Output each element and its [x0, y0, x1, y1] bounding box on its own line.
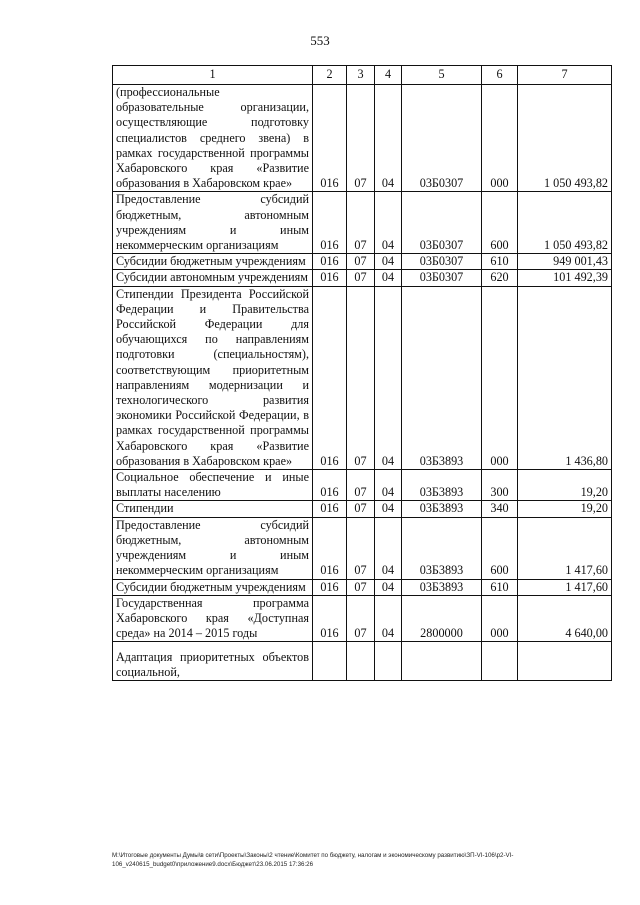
cell-amount: 19,20 [518, 501, 612, 517]
row-description: Государственная программа Хабаровского края «Доступная среда» на 2014 – 2015 годы [113, 595, 313, 642]
cell-section: 07 [347, 286, 375, 469]
cell-ministry-code: 016 [313, 595, 347, 642]
document-path-footer [112, 851, 614, 869]
cell-ministry-code: 016 [313, 254, 347, 270]
cell-ministry-code: 016 [313, 579, 347, 595]
cell-subsection: 04 [375, 579, 402, 595]
row-description: Субсидии бюджетным учреждениям [113, 254, 313, 270]
cell-subsection: 04 [375, 270, 402, 286]
cell-section: 07 [347, 192, 375, 254]
cell-amount: 4 640,00 [518, 595, 612, 642]
cell-target-article: 03Б0307 [402, 85, 482, 192]
cell-target-article: 03Б3893 [402, 517, 482, 579]
row-description: Стипендии [113, 501, 313, 517]
cell-section: 07 [347, 595, 375, 642]
table-row [113, 501, 612, 517]
cell-amount: 19,20 [518, 470, 612, 501]
table-row [113, 517, 612, 579]
table-row [113, 579, 612, 595]
cell-subsection: 04 [375, 254, 402, 270]
row-description: Адаптация приоритетных объектов социальной, [113, 642, 313, 681]
cell-amount: 949 001,43 [518, 254, 612, 270]
cell-ministry-code: 016 [313, 470, 347, 501]
cell-expense-type: 000 [482, 595, 518, 642]
table-row [113, 470, 612, 501]
cell-section: 07 [347, 579, 375, 595]
cell-subsection: 04 [375, 192, 402, 254]
column-header: 1 [113, 66, 313, 85]
cell-subsection: 04 [375, 85, 402, 192]
cell-subsection: 04 [375, 595, 402, 642]
table-row [113, 642, 612, 681]
cell-ministry-code: 016 [313, 286, 347, 469]
row-description: Предоставление субсидий бюджетным, автономным учреждениям и иным некоммерческим организациям [113, 517, 313, 579]
cell-ministry-code: 016 [313, 192, 347, 254]
cell-expense-type: 620 [482, 270, 518, 286]
cell-subsection: 04 [375, 517, 402, 579]
cell-subsection: 04 [375, 286, 402, 469]
cell-ministry-code [313, 642, 347, 681]
cell-amount: 1 050 493,82 [518, 192, 612, 254]
cell-target-article: 03Б0307 [402, 270, 482, 286]
row-description: Социальное обеспечение и иные выплаты населению [113, 470, 313, 501]
cell-expense-type: 610 [482, 579, 518, 595]
table-header-row [113, 66, 612, 85]
row-description: Предоставление субсидий бюджетным, автономным учреждениям и иным некоммерческим организациям [113, 192, 313, 254]
column-header: 6 [482, 66, 518, 85]
budget-table [112, 65, 612, 681]
cell-target-article: 03Б3893 [402, 286, 482, 469]
cell-expense-type: 000 [482, 286, 518, 469]
cell-section: 07 [347, 254, 375, 270]
row-description: Субсидии автономным учреждениям [113, 270, 313, 286]
table-row [113, 286, 612, 469]
cell-target-article: 03Б0307 [402, 192, 482, 254]
row-description: Стипендии Президента Российской Федерации и Правительства Российской Федерации для обучающихся по направлениям подготовки (специальностям), соответствующим приоритетным направлениям модернизации и технологического развития экономики Российской Федерации, в рамках государственной программы Хабаровского края «Развитие образования в Хабаровском крае» [113, 286, 313, 469]
column-header: 4 [375, 66, 402, 85]
footer-path-line: M:\Итоговые документы Думы\в сети\Проекты\Законы\2 чтение\Комитет по бюджету, налогам и экономическому развитию\ЗП-VI-106\р2-VI- [112, 852, 514, 859]
cell-section: 07 [347, 85, 375, 192]
cell-amount: 1 417,60 [518, 579, 612, 595]
cell-subsection: 04 [375, 501, 402, 517]
cell-target-article: 03Б3893 [402, 470, 482, 501]
cell-subsection: 04 [375, 470, 402, 501]
cell-section: 07 [347, 501, 375, 517]
cell-expense-type: 610 [482, 254, 518, 270]
cell-expense-type: 000 [482, 85, 518, 192]
row-description: (профессиональные образовательные организации, осуществляющие подготовку специалистов среднего звена) в рамках государственной программы Хабаровского края «Развитие образования в Хабаровском крае» [113, 85, 313, 192]
cell-ministry-code: 016 [313, 501, 347, 517]
cell-section: 07 [347, 270, 375, 286]
cell-expense-type: 600 [482, 192, 518, 254]
table-row [113, 85, 612, 192]
table-row [113, 254, 612, 270]
cell-amount: 1 436,80 [518, 286, 612, 469]
cell-target-article [402, 642, 482, 681]
cell-subsection [375, 642, 402, 681]
cell-expense-type: 600 [482, 517, 518, 579]
cell-ministry-code: 016 [313, 85, 347, 192]
cell-ministry-code: 016 [313, 270, 347, 286]
cell-amount [518, 642, 612, 681]
cell-expense-type [482, 642, 518, 681]
cell-target-article: 03Б0307 [402, 254, 482, 270]
cell-expense-type: 340 [482, 501, 518, 517]
column-header: 7 [518, 66, 612, 85]
table-row [113, 192, 612, 254]
cell-amount: 1 417,60 [518, 517, 612, 579]
table-row [113, 270, 612, 286]
row-description: Субсидии бюджетным учреждениям [113, 579, 313, 595]
cell-ministry-code: 016 [313, 517, 347, 579]
cell-section: 07 [347, 470, 375, 501]
cell-amount: 1 050 493,82 [518, 85, 612, 192]
column-header: 3 [347, 66, 375, 85]
cell-target-article: 03Б3893 [402, 501, 482, 517]
cell-expense-type: 300 [482, 470, 518, 501]
table-row [113, 595, 612, 642]
column-header: 5 [402, 66, 482, 85]
footer-path-line: 106_v240615_budget0\приложение9.docx\Бюджет\23.06.2015 17:36:26 [112, 861, 314, 868]
cell-amount: 101 492,39 [518, 270, 612, 286]
cell-section: 07 [347, 517, 375, 579]
cell-target-article: 2800000 [402, 595, 482, 642]
cell-target-article: 03Б3893 [402, 579, 482, 595]
page-number: 553 [310, 33, 330, 48]
column-header: 2 [313, 66, 347, 85]
cell-section [347, 642, 375, 681]
